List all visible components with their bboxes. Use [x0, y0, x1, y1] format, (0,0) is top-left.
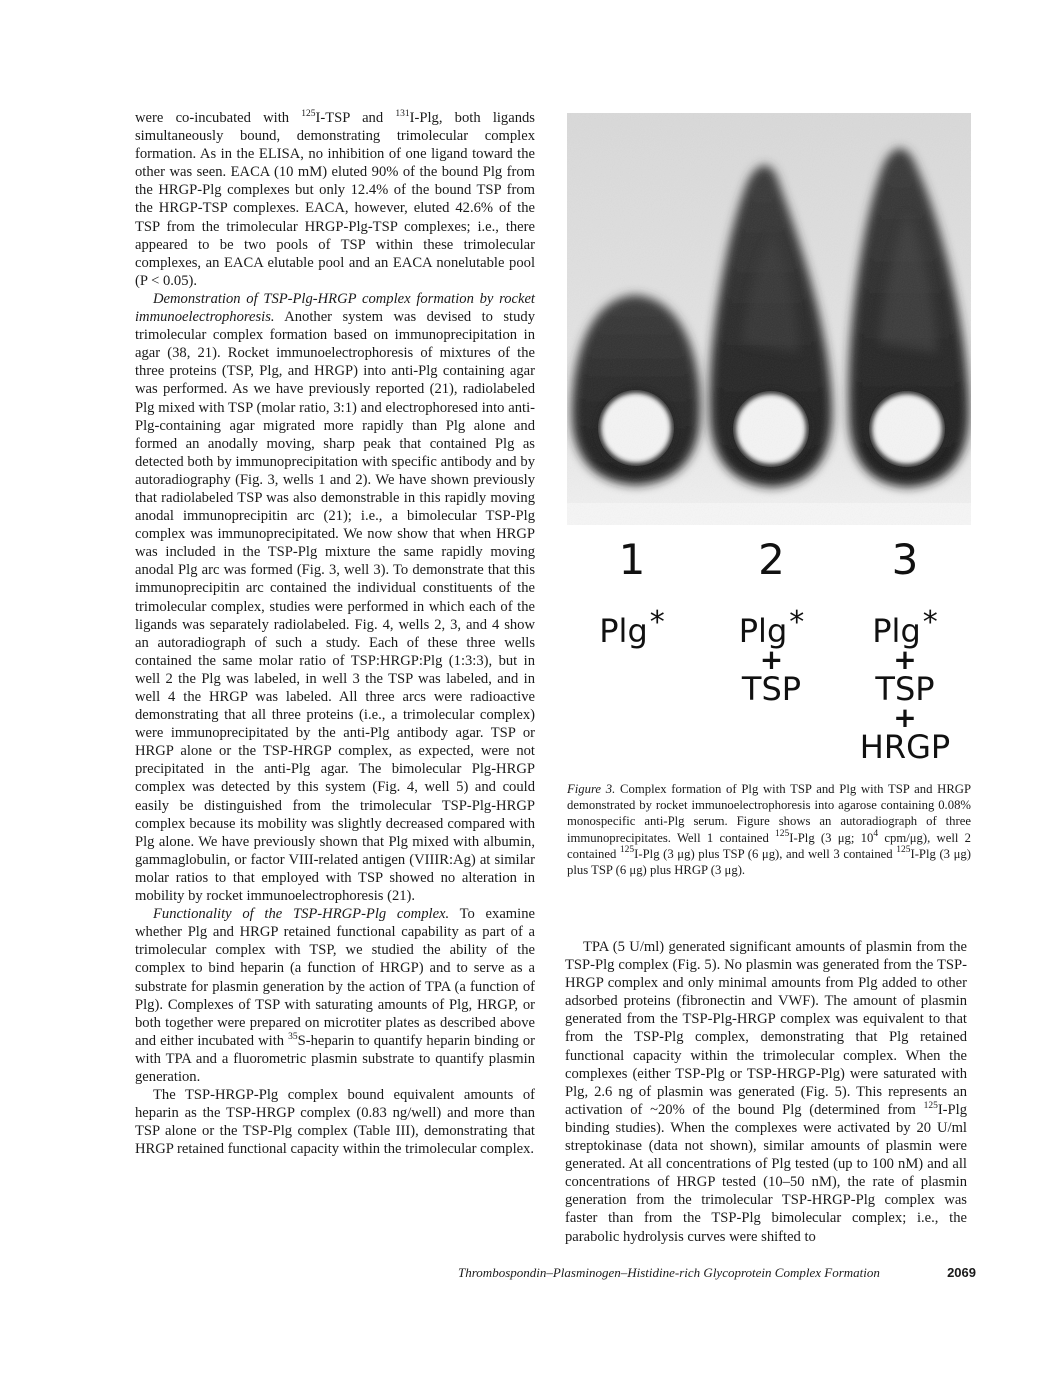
- plus-sign: +: [893, 643, 917, 676]
- plus-sign: +: [759, 643, 784, 676]
- asterisk-label: *: [789, 605, 805, 640]
- paragraph-functionality: Functionality of the TSP-HRGP-Plg complex. To examine whether Plg and HRGP retained functional capability as part of a trimolecular complex with TSP, we studied the ability of the complex to bind heparin (a function of HRGP) and to serve as a substrate for plasmin generation by the action of TPA (a function of Plg). Complexes of TSP with saturating amounts of Plg, HRGP, or both together were prepared on microtiter plates as described above and either incubated with $^{35}$S-heparin to quantify heparin binding or with TPA and a fluorometric plasmin substrate to quantify plasmin generation.: [135, 906, 536, 1085]
- running-title: Thrombospondin–Plasminogen–Histidine-rich Glycoprotein Complex Formation: [458, 1265, 880, 1280]
- lane-label-2: 2 Plg* + TSP: [704, 535, 839, 705]
- lane-number: 3: [891, 535, 919, 584]
- asterisk-label: *: [649, 605, 665, 640]
- figure-caption: Figure 3. Complex formation of Plg with TSP and Plg with TSP and HRGP demonstrated by rocket immunoelectrophoresis into agarose containing 0.08% monospecific anti-Plg serum. Figure shows an autoradiograph of three immunoprecipitates. Well 1 contained $^{125}$I-Plg (3 μg; $10^4$ cpm/μg), well 2 contained $^{125}$I-Plg (3 μg) plus TSP (6 μg), and well 3 contained $^{125}$I-Plg (3 μg) plus TSP (6 μg) plus HRGP (3 μg).: [567, 782, 971, 878]
- paragraph-plasmin-generation: TPA (5 U/ml) generated significant amounts of plasmin from the TSP-Plg complex (Fig. 5). No plasmin was generated from the TSP-HRGP complex and only minimal amounts from Plg added to other adsorbed proteins (fibronectin and VWF). The amount of plasmin generated from the TSP-Plg-HRGP complex was equivalent to that from the TSP-Plg complex, demonstrating that Plg retained functional capacity within the trimolecular complex. When the complexes (either TSP-Plg or TSP-HRGP-Plg) were saturated with Plg, 2.6 ng of plasmin was generated (Fig. 5). This represents an activation of ~20% of the bound Plg (determined from $^{125}$I-Plg binding studies). When the complexes were activated by 20 U/ml streptokinase (data not shown), similar amounts of plasmin were generated. At all concentrations of Plg tested (up to 100 nM) and all concentrations of HRGP tested (10–50 nM), the rate of plasmin generation from the trimolecular TSP-HRGP-Plg complex was faster than from the TSP-Plg bimolecular complex; i.e., the parabolic hydrolysis curves were shifted to: [565, 939, 967, 1245]
- lane-number: 1: [618, 535, 646, 584]
- autoradiograph-image: [567, 113, 971, 525]
- page-number: 2069: [947, 1265, 976, 1280]
- figure-label: Figure 3.: [567, 782, 616, 796]
- paragraph-rocket-immunoelectrophoresis: Demonstration of TSP-Plg-HRGP complex formation by rocket immunoelectrophoresis. Another system was devised to study trimolecular complex formation based on immunoprecipitation in agar (38, 21). Rocket immunoelectrophoresis of mixtures of the three proteins (TSP, Plg, and HRGP) into anti-Plg containing agar was performed. As we have previously reported (21), radiolabeled Plg mixed with TSP (molar ratio, 3:1) and electrophoresed into anti-Plg-containing agar migrated more rapidly than Plg alone and formed an anodally moving, sharp peak that contained Plg as detected both by immunoprecipitation with specific antibody and by autoradiography (Fig. 3, wells 1 and 2). We have shown previously that radiolabeled TSP was also demonstrable in this rapidly moving anodal immunoprecipitin arc (21); i.e., a bimolecular TSP-Plg complex was immunoprecipitated. We now show that when HRGP was included in the TSP-Plg mixture the same rapidly moving anodal Plg arc was formed (Fig. 3, well 3). To demonstrate that this immunoprecipitin arc contained the individual constituents of the trimolecular complex, studies were performed in which each of the ligands was separately radiolabeled. Fig. 4, wells 2, 3, and 4 show an autoradiograph of such a study. Each of these three wells contained the same molar ratio of TSP:HRGP:Plg (1:3:3), but in well 2 the Plg was labeled, in well 3 the TSP was labeled, and in well 4 the HRGP was labeled. All three arcs were radioactive demonstrating that all three proteins (i.e., a trimolecular complex) were immunoprecipitated by the anti-Plg antibody agar. TSP or HRGP alone or the TSP-HRGP complex, as expected, were not precipitated in the anti-Plg agar. The bimolecular Plg-HRGP complex was detected by this system (Fig. 4, well 5) and could easily be distinguished from the trimolecular TSP-Plg-HRGP complex because its mobility was slightly decreased compared with Plg alone. We have previously shown that Plg mixed with albumin, gammaglobulin, or factor VIII-related antigen (VIIIR:Ag) at similar molar ratios to that employed with TSP showed no alteration in mobility by rocket immunoelectrophoresis (21).: [135, 290, 535, 905]
- section-heading-rocket: Demonstration of TSP-Plg-HRGP complex formation by rocket immunoelectrophoresis.: [135, 290, 535, 326]
- autoradiograph-figure: [567, 113, 971, 525]
- figure-lane-labels: [567, 535, 971, 775]
- asterisk-label: *: [922, 605, 938, 640]
- right-column: [565, 938, 967, 1246]
- lane-number: 2: [758, 535, 785, 584]
- running-footer: [458, 1265, 976, 1281]
- lane-label-1: 1 Plg*: [567, 535, 697, 647]
- lane-label-3: 3 Plg* + TSP + HRGP: [839, 535, 971, 763]
- section-heading-functionality: Functionality of the TSP-HRGP-Plg complex.: [153, 906, 450, 923]
- left-column: [135, 109, 535, 1158]
- plus-sign: +: [893, 701, 917, 734]
- paragraph-results-intro: were co-incubated with $^{125}$I-TSP and $^{131}$I-Plg, both ligands simultaneously bound, demonstrating trimolecular complex formation. As in the ELISA, no inhibition of one ligand toward the other was seen. EACA (10 mM) eluted 90% of the bound Plg from the HRGP-Plg complexes but only 12.4% of the bound TSP from the HRGP-TSP complexes. EACA, however, eluted 42.6% of the TSP from the trimolecular HRGP-Plg-TSP complexes; i.e., there appeared to be two pools of TSP within these trimolecular complexes, an EACA elutable pool and an EACA nonelutable pool (P < 0.05).: [135, 109, 535, 289]
- paragraph-heparin-binding: The TSP-HRGP-Plg complex bound equivalent amounts of heparin as the TSP-HRGP complex (0.83 ng/well) and more than TSP alone or the TSP-Plg complex (Table III), demonstrating that HRGP retained functional capacity within the trimolecular complex.: [135, 1087, 535, 1158]
